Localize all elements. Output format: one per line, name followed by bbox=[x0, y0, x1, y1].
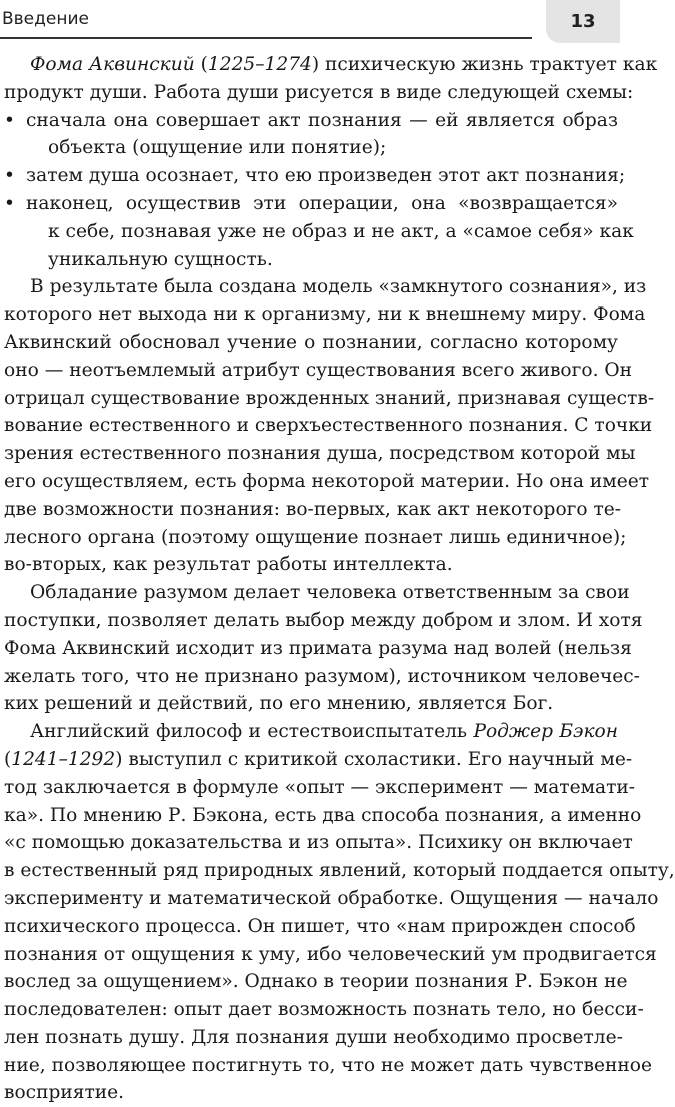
text-run: продукт души. Работа души рисуется в виде следующей схемы: bbox=[4, 81, 634, 103]
text-line bbox=[4, 412, 653, 440]
text-run: желать того, что не признано разумом), источником человечес- bbox=[4, 665, 640, 687]
page-number-tab bbox=[546, 0, 620, 43]
header-rule bbox=[0, 37, 532, 39]
text-run: к себе, познавая уже не образ и не акт, а «самое себя» как bbox=[48, 220, 634, 242]
text-line bbox=[4, 162, 626, 190]
text-run: которого нет выхода ни к организму, ни к внешнему миру. Фома bbox=[4, 304, 646, 326]
text-run: сначала она совершает акт познания — ей является образ bbox=[26, 109, 618, 131]
text-line bbox=[4, 218, 634, 246]
text-run: лесного органа (поэтому ощущение познает лишь единичное); bbox=[4, 526, 627, 548]
italic-text: 1225–1274 bbox=[207, 54, 312, 75]
text-run: ) психическую жизнь трактует как bbox=[311, 54, 658, 75]
text-run: тод заключается в формуле «опыт — эксперимент — математи- bbox=[4, 776, 636, 798]
text-run: ( bbox=[4, 748, 12, 770]
text-line bbox=[4, 468, 650, 496]
text-run: психического процесса. Он пишет, что «нам прирожден способ bbox=[4, 915, 636, 937]
text-run: в естественный ряд природных явлений, который поддается опыту, bbox=[4, 860, 675, 882]
text-run: Обладание разумом делает человека ответственным за свои bbox=[30, 582, 630, 604]
text-run: зрения естественного познания душа, посредством которой мы bbox=[4, 443, 636, 465]
text-run: его осуществляем, есть форма некоторой материи. Но она имеет bbox=[4, 470, 650, 492]
text-line bbox=[4, 79, 634, 107]
text-line bbox=[4, 51, 658, 79]
text-run: Аквинский обосновал учение о познании, согласно которому bbox=[4, 331, 618, 353]
text-line bbox=[4, 440, 636, 468]
text-run: В результате была создана модель «замкнутого сознания», из bbox=[30, 276, 647, 298]
text-line bbox=[4, 190, 618, 218]
text-run: лен познать душу. Для познания души необходимо просветле- bbox=[4, 1026, 623, 1048]
text-run: Английский философ и естествоиспытатель bbox=[30, 721, 474, 743]
text-line bbox=[4, 107, 618, 135]
page-header bbox=[0, 0, 620, 48]
text-line bbox=[4, 941, 657, 969]
text-run: Фома Аквинский исходит из примата разума над волей (нельзя bbox=[4, 637, 632, 659]
italic-text: 1241–1292 bbox=[11, 748, 116, 770]
body-text bbox=[4, 51, 675, 1107]
text-line bbox=[4, 885, 659, 913]
text-line bbox=[4, 913, 636, 941]
text-run: познания от ощущения к уму, ибо человеческий ум продвигается bbox=[4, 943, 657, 965]
text-run: во-вторых, как результат работы интеллекта. bbox=[4, 554, 453, 576]
text-line bbox=[4, 496, 622, 524]
text-run: наконец, осуществив эти операции, она «возвращается» bbox=[26, 192, 618, 214]
text-line bbox=[4, 1052, 652, 1080]
text-run: объекта (ощущение или понятие); bbox=[48, 137, 387, 159]
text-run: оно — неотъемлемый атрибут существования всего живого. Он bbox=[4, 359, 633, 381]
text-line bbox=[4, 579, 630, 607]
page-number: 13 bbox=[570, 11, 596, 32]
text-run: ( bbox=[194, 54, 208, 75]
text-line bbox=[4, 774, 636, 802]
text-line bbox=[4, 524, 627, 552]
text-line bbox=[4, 273, 647, 301]
text-line bbox=[4, 829, 633, 857]
text-run: последователен: опыт дает возможность познать тело, но бесси- bbox=[4, 999, 644, 1021]
text-line bbox=[4, 718, 618, 746]
text-run: эксперименту и математической обработке. Ощущения — начало bbox=[4, 887, 659, 909]
text-run: вование естественного и сверхъестественного познания. С точки bbox=[4, 415, 653, 437]
text-line bbox=[4, 551, 618, 579]
text-line bbox=[4, 635, 632, 663]
text-line bbox=[4, 968, 628, 996]
text-run: отрицал существование врожденных знаний, признавая существ- bbox=[4, 387, 655, 409]
text-run: затем душа осознает, что ею произведен этот акт познания; bbox=[26, 165, 626, 187]
text-line bbox=[4, 857, 675, 885]
bullet-marker: • bbox=[4, 192, 15, 214]
text-run: ка». По мнению Р. Бэкона, есть два способа познания, а именно bbox=[4, 804, 642, 826]
bullet-marker: • bbox=[4, 109, 15, 131]
text-run: уникальную сущность. bbox=[48, 248, 273, 270]
text-line bbox=[4, 690, 618, 718]
text-run: ) выступил с критикой схоластики. Его научный ме- bbox=[115, 748, 633, 770]
text-run: восприятие. bbox=[4, 1082, 125, 1104]
italic-text: Фома Аквинский bbox=[30, 54, 195, 75]
text-line bbox=[4, 1024, 623, 1052]
text-line bbox=[4, 802, 642, 830]
text-run: «с помощью доказательства и из опыта». Психику он включает bbox=[4, 832, 633, 854]
text-run: две возможности познания: во-первых, как акт некоторого те- bbox=[4, 498, 622, 520]
text-line bbox=[4, 357, 633, 385]
text-line bbox=[4, 329, 618, 357]
text-line bbox=[4, 996, 644, 1024]
text-run: ких решений и действий, по его мнению, является Бог. bbox=[4, 693, 554, 715]
text-line bbox=[4, 746, 633, 774]
text-line bbox=[4, 246, 618, 274]
text-run: поступки, позволяет делать выбор между добром и злом. И хотя bbox=[4, 609, 643, 631]
section-title: Введение bbox=[2, 9, 89, 29]
bullet-marker: • bbox=[4, 165, 15, 187]
text-line bbox=[4, 301, 646, 329]
text-line bbox=[4, 607, 643, 635]
text-line bbox=[4, 134, 618, 162]
text-line bbox=[4, 1079, 618, 1107]
text-run: вослед за ощущением». Однако в теории познания Р. Бэкон не bbox=[4, 971, 628, 993]
text-run: ние, позволяющее постигнуть то, что не может дать чувственное bbox=[4, 1054, 652, 1076]
text-line bbox=[4, 663, 640, 691]
italic-text: Роджер Бэкон bbox=[473, 721, 618, 743]
text-line bbox=[4, 385, 655, 413]
